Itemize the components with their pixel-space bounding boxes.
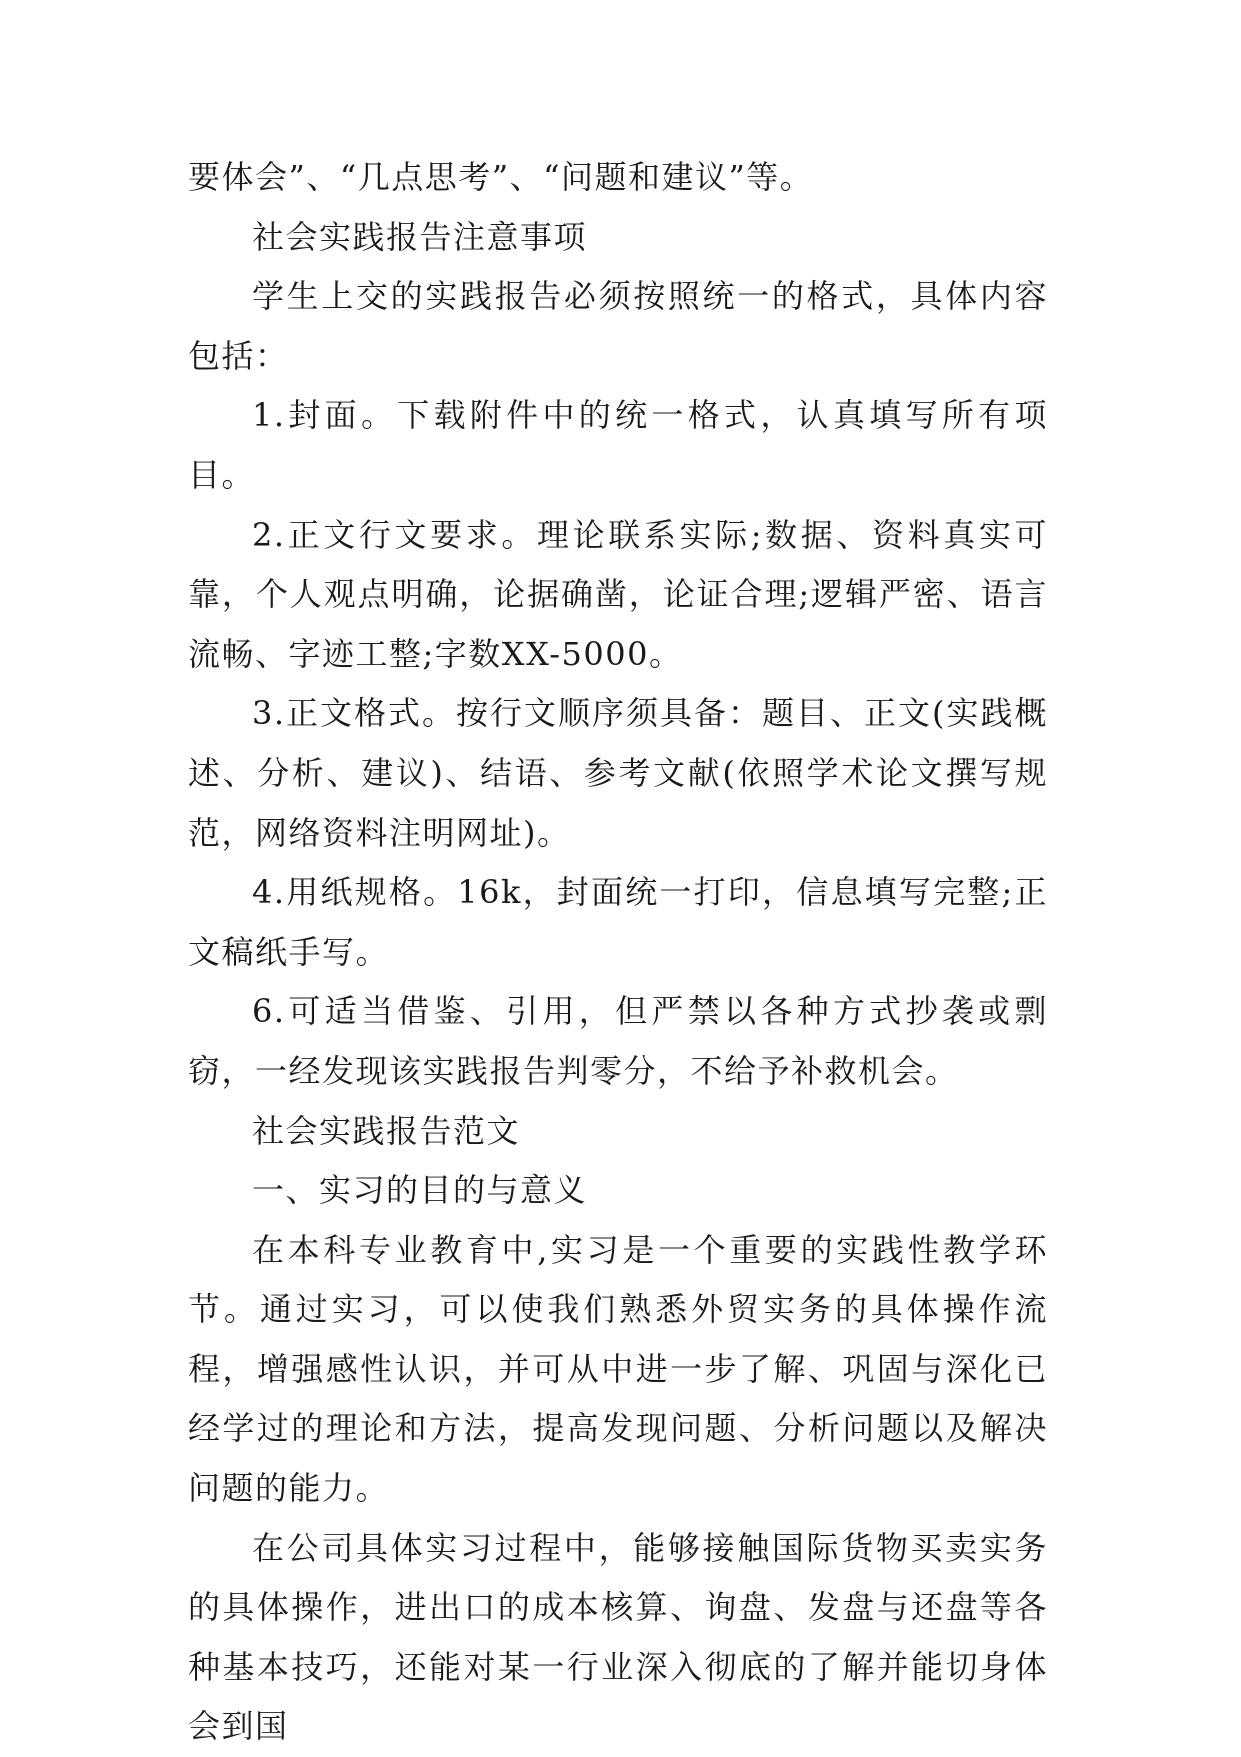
list-item-writing-requirements: 2.正文行文要求。理论联系实际;数据、资料真实可靠，个人观点明确，论据确凿，论证合理;逻辑严密、语言流畅、字迹工整;字数XX-5000。 [188,515,1048,673]
paragraph-internship-purpose: 在本科专业教育中,实习是一个重要的实践性教学环节。通过实习，可以使我们熟悉外贸实务的具体操作流程，增强感性认识，并可从中进一步了解、巩固与深化已经学过的理论和方法，提高发现问题、分析问题以及解决问题的能力。 [188,1230,1048,1508]
list-item-body-format: 3.正文格式。按行文顺序须具备：题目、正文(实践概述、分析、建议)、结语、参考文献(依照学术论文撰写规范，网络资料注明网址)。 [188,694,1048,852]
list-item-cover: 1.封面。下载附件中的统一格式，认真填写所有项目。 [188,396,1048,494]
document-body [188,148,1048,1757]
section-heading-notes: 社会实践报告注意事项 [252,217,588,256]
subsection-heading-purpose: 一、实习的目的与意义 [252,1171,588,1210]
list-item-plagiarism: 6.可适当借鉴、引用，但严禁以各种方式抄袭或剽窃，一经发现该实践报告判零分，不给予补救机会。 [188,992,1048,1090]
list-item-paper-spec: 4.用纸规格。16k，封面统一打印，信息填写完整;正文稿纸手写。 [188,873,1048,971]
paragraph-format-intro: 学生上交的实践报告必须按照统一的格式，具体内容包括： [188,277,1048,375]
paragraph-internship-process: 在公司具体实习过程中，能够接触国际货物买卖实务的具体操作，进出口的成本核算、询盘、发盘与还盘等各种基本技巧，还能对某一行业深入彻底的了解并能切身体会到国 [188,1528,1048,1746]
paragraph-continuation: 要体会”、“几点思考”、“问题和建议”等。 [188,158,814,196]
section-heading-sample: 社会实践报告范文 [252,1111,521,1150]
